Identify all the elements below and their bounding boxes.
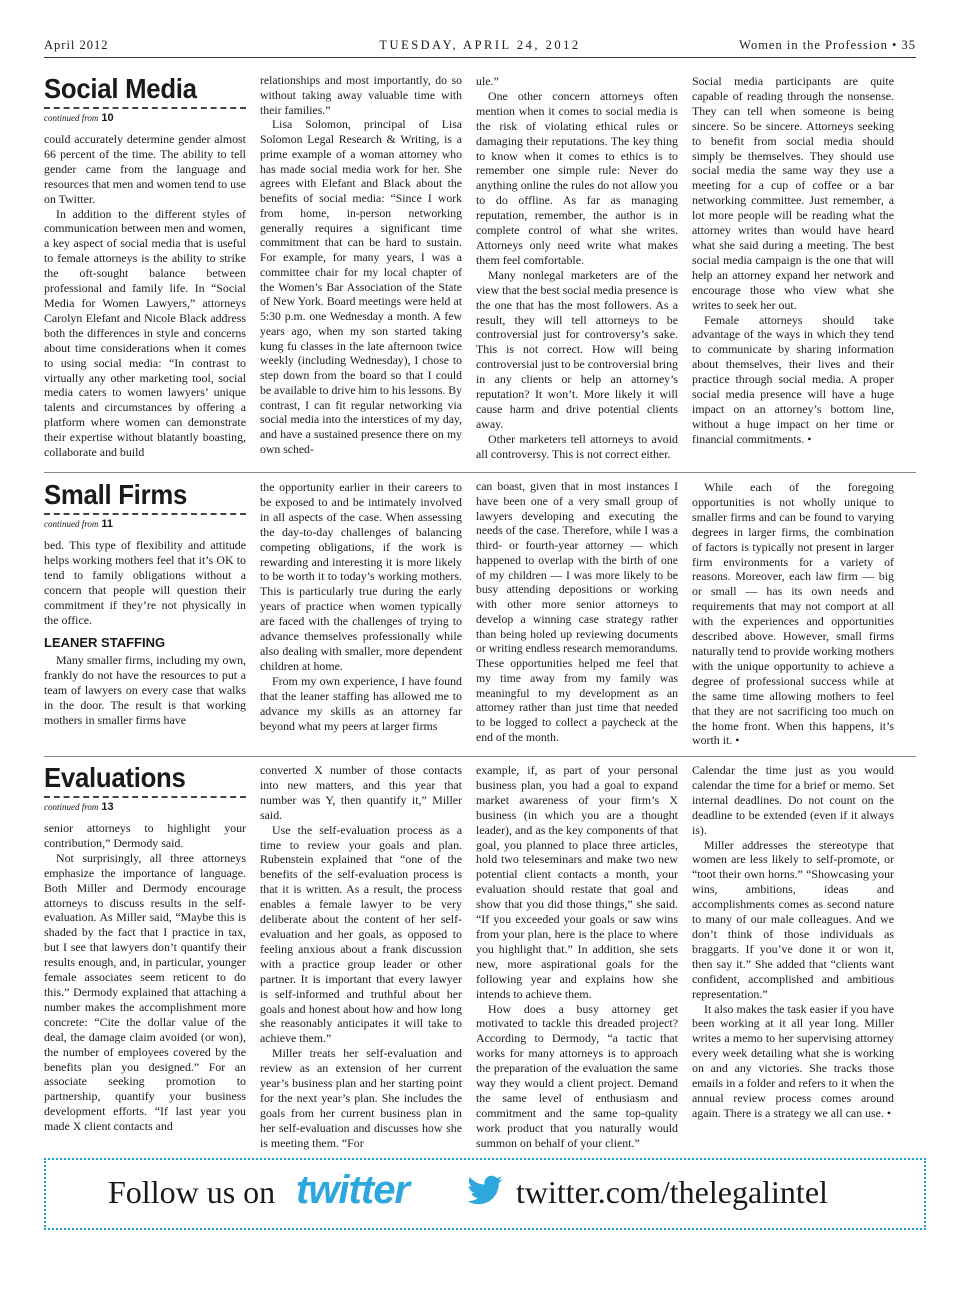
paragraph: Calendar the time just as you would calendar the time for a brief or memo. Set internal deadlines. Do not count on the deadline to be extended (even if it always is). [692,763,894,837]
column-4 [692,74,894,470]
paragraph: ule.” [476,74,499,88]
column-2 [260,763,462,1151]
column-3 [476,74,678,470]
paragraph: Not surprisingly, all three attorneys emphasize the importance of language. Both Miller and Dermody encourage attorneys to discuss results in the self-evaluation. As Miller said, “Maybe this is shaded by the fact that I practice in tax, but I see that lawyers don’t quantify their results enough, and, in particular, younger female associates seem reticent to do this.” Dermody explained that attaching a number makes the accomplishment more concrete: “Cite the dollar value of the deal, the damage claim avoided (or won), the number of employees covered by the benefits plan you designed.” For an associate seeking promotion to partnership, quantify your business development efforts. “If last year you made X client contacts and [44,850,246,1134]
column-1 [44,74,246,470]
article-small-firms [44,480,916,750]
article-evaluations [44,763,916,1151]
column-2 [260,74,462,470]
article-social-media [44,74,916,470]
continued-from: continued from 11 [44,513,246,530]
paragraph: Female attorneys should take advantage of the ways in which they tend to communicate by sharing information about themselves, their lives and their practice through social media. A proper social media presence will have a huge impact on an attorney’s bottom line, without a huge impact on her time or financial commitments. • [692,312,894,446]
paragraph: Miller treats her self-evaluation and review as an extension of her current year’s business plan and her starting point for the next year’s plan. She includes the goals from her current business plan in her self-evaluation and discusses how she is meeting them. “For [260,1046,462,1150]
paragraph: the opportunity earlier in their careers to be exposed to and be intimately involved in all aspects of the case. When assessing the day-to-day challenges of balancing competing obligations, if the work is rewarding and interesting it is more likely to be worth it to today’s working mothers. This is particularly true during the early years of practice when women typically are faced with the challenges of trying to advance themselves professionally while also dealing with smaller, more dependent children at home. [260,480,462,673]
paragraph: How does a busy attorney get motivated to tackle this dreaded project? According to Dermody, “a tactic that works for many attorneys is to approach the preparation of the evaluation the same way they would a client project. Demand the same level of enthusiasm and commitment and the same top-quality work product that you naturally would summon on behalf of your client.” [476,1001,678,1150]
continued-from: continued from 13 [44,796,246,813]
paragraph: Many nonlegal marketers are of the view that the best social media presence is the one that has the most followers. As a result, they will tell attorneys to be controversial just for controversy’s sake. This is not correct. How will being controversial just to be controversial bring in any clients or help an attorney’s reputation? It won’t. More likely it will cause harm and drive potential clients away. [476,267,678,431]
continued-page[interactable]: 11 [101,518,114,530]
twitter-url-link[interactable]: twitter.com/thelegalintel [516,1174,828,1210]
paragraph: One other concern attorneys often mention when it comes to social media is the risk of violating ethical rules or damaging their reputations. The key thing to know when it comes to ethics is to remember one simple rule: Never do anything online the rules do not allow you to do offline. As far as managing reputation, remember, the author is in complete control of what she writes. Attorneys only need write what makes them feel comfortable. [476,88,678,267]
continued-from: continued from 10 [44,107,246,124]
paragraph: Many smaller firms, including my own, frankly do not have the resources to put a team of lawyers on every case that walks in the door. The result is that working mothers in smaller firms have [44,653,246,728]
column-1 [44,480,246,750]
paragraph: relationships and most importantly, do so without taking away valuable time with their families.” [260,74,462,117]
paragraph: converted X number of those contacts into new matters, and this year that number was Y, then quantify it,” Miller said. [260,763,462,822]
paragraph: Use the self-evaluation process as a time to review your goals and plan. Rubenstein explained that “one of the benefits of the self-evaluation process is that it is written. As a result, the process enables a female lawyer to be very deliberate about the content of her self-evaluation and her goals, as opposed to feeling anxious about a frank discussion with a practice group leader or other partner. It is important that every lawyer is self-informed and truthful about her goals and honest about how and how long she reasonably anticipates it will take to achieve them.” [260,822,462,1046]
column-1 [44,763,246,1151]
header-dateline: TUESDAY, APRIL 24, 2012 [379,38,581,52]
paragraph: From my own experience, I have found that the leaner staffing has allowed me to advance my skills as an attorney far beyond what my peers at larger firms [260,673,462,733]
twitter-follow-banner[interactable] [44,1158,926,1230]
article-title: Small Firms [44,480,188,510]
twitter-bird-icon [464,1172,506,1210]
paragraph: can boast, given that in most instances I have been one of a very small group of lawyers developing and executing the needs of the case. Therefore, while I was a third- or fourth-year attorney — which happened to overlap with the birth of one of my children — I was more likely to be busy attending depositions or working with other more senior attorneys to develop a winning case strategy rather than being holed up reviewing documents or writing endless research memorandums. These opportunities helped me feel that my time away from my family was meaningful to my development as an attorney rather than just time that needed to be logged to collect a paycheck at the end of the month. [476,480,678,744]
paragraph: Other marketers tell attorneys to avoid all controversy. This is not correct either. [476,431,678,461]
column-3 [476,480,678,750]
article-title: Social Media [44,74,197,104]
paragraph: In addition to the different styles of communication between men and women, a key aspect of social media that is useful to female attorneys is the ability to strike the oft-sought balance between professional and family life. In “Social Media for Women Lawyers,” attorneys Carolyn Elefant and Nicole Black address both the differences in style and concerns about time considerations when it comes to using social media: “In contrast to virtually any other marketing tool, social media caters to women lawyers’ unique talents and circumstances by offering a platform where women can demonstrate their expertise without blatantly boasting, collaborate and build [44,206,246,460]
column-4 [692,480,894,750]
follow-text: Follow us on [108,1174,276,1210]
article-title: Evaluations [44,763,186,793]
continued-page[interactable]: 13 [101,801,114,813]
paragraph: While each of the foregoing opportunities is not wholly unique to smaller firms and can be found to varying degrees in larger firms, the combination of factors is typically not present in larger firm environments for a variety of reasons. Moreover, each law firm — big or small — has its own needs and requirements that may not comport at all with the experiences and opportunities described above. However, small firms naturally tend to provide working mothers with the unique opportunity to achieve a degree of professional success while at the same time allowing mothers to feel that they are not sacrificing too much on the home front. When this happens, it’s worth it. • [692,480,894,748]
section-divider [44,756,916,757]
header-section-page: Women in the Profession • 35 [739,38,916,52]
column-4 [692,763,894,1151]
column-2 [260,480,462,750]
section-divider [44,472,916,473]
paragraph: bed. This type of flexibility and attitude helps working mothers feel that it’s OK to tend to family obligations without a concern that people will question their commitment if they’re not physically in the office. [44,538,246,627]
paragraph: It also makes the task easier if you have been working at it all year long. Miller writes a memo to her supervising attorney every week detailing what she is working on and any victories. She tracks those emails in a folder and refers to it when the annual review process comes around again. There is a strategy we all can use. • [692,1001,894,1120]
page-header [44,37,916,58]
subheading: LEANER STAFFING [44,635,166,651]
twitter-wordmark[interactable]: twitter [296,1168,409,1212]
paragraph: senior attorneys to highlight your contribution,” Dermody said. [44,821,246,850]
paragraph: could accurately determine gender almost 66 percent of the time. The ability to tell gender came from the language and resources that men and women tend to use on Twitter. [44,132,246,206]
header-date: April 2012 [44,38,109,52]
paragraph: Social media participants are quite capable of reading through the nonsense. They can tell when someone is being sincere. So be sincere. Attorneys seeking to benefit from social media should simply be themselves. They should use social media the same way they use a meeting for a cup of coffee or a bar networking committee. Just remember, a lot more people will be reading what the attorney writes than would have heard what she said during a meeting. The best social media campaign is the one that will help an attorney expand her network and encourage those who view what she writes to seek her out. [692,74,894,312]
paragraph: Miller addresses the stereotype that women are less likely to self-promote, or “toot their own horns.” “Showcasing your wins, ambitions, ideas and accomplishments comes as second nature to many of our male colleagues. And we don’t think of those individuals as braggarts. If you’ve done it or won it, then say it.” She added that “clients want confident, accomplished and ambitious representation.” [692,837,894,1001]
continued-page[interactable]: 10 [101,112,114,124]
paragraph: Lisa Solomon, principal of Lisa Solomon Legal Research & Writing, is a prime example of a woman attorney who has made social media work for her. She agrees with Elefant and Black about the benefits of social media: “Since I work from home, in-person networking generally requires a significant time commitment that can be hard to sustain. For example, for many years, I was a committee chair for my local chapter of the Women’s Bar Association of the State of New York. Board meetings were held at 5:30 p.m. one Wednesday a month. A few years ago, when my son started taking kung fu classes in the late afternoon twice weekly (including Wednesday), I chose to step down from the board so that I could be available to drive him to his lessons. By contrast, I can fit regular networking via social media into the interstices of my day, and have a sustained presence there on my own sched- [260,118,462,456]
paragraph: example, if, as part of your personal business plan, you had a goal to expand market awareness of your firm’s X business (in which you are a thought leader), and as the key components of that goal, you planned to place three articles, hold two teleseminars and make two new potential client contacts a month, your evaluation should restate that goal and show that you did those things,” she said. “If you exceeded your goals or saw wins from your plan, here is the place to where you highlight that.” In addition, she sets new, more aspirational goals for the following year and explains how she intends to achieve them. [476,763,678,1001]
column-3 [476,763,678,1151]
